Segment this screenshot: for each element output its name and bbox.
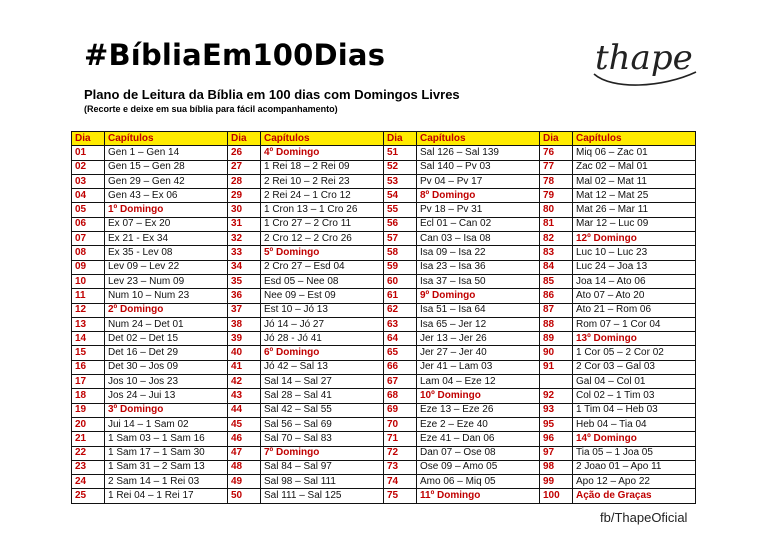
chapter-range: Tia 05 – 1 Joa 05 [573,446,696,460]
chapter-range: Eze 2 – Eze 40 [417,417,540,431]
day-number: 19 [72,403,105,417]
chapter-range: Sal 42 – Sal 55 [261,403,384,417]
table-header-row [72,132,696,146]
chapter-range: Ex 21 - Ex 34 [105,232,228,246]
day-number: 91 [540,360,573,374]
day-number: 67 [384,375,417,389]
chapter-range: Gen 1 – Gen 14 [105,146,228,160]
day-number: 97 [540,446,573,460]
chapter-range: Mal 02 – Mat 11 [573,174,696,188]
table-row [72,389,696,403]
reading-plan-table [71,131,696,504]
day-number: 62 [384,303,417,317]
day-number: 48 [228,460,261,474]
chapter-range: 2 Cro 27 – Esd 04 [261,260,384,274]
table-body [72,146,696,503]
day-number: 59 [384,260,417,274]
day-number: 20 [72,417,105,431]
chapter-range: Ex 07 – Ex 20 [105,217,228,231]
chapter-range: Sal 140 – Pv 03 [417,160,540,174]
day-number: 06 [72,217,105,231]
chapter-range: Gal 04 – Col 01 [573,375,696,389]
day-number: 08 [72,246,105,260]
chapter-range: Lam 04 – Eze 12 [417,375,540,389]
day-number: 75 [384,489,417,503]
day-number: 23 [72,460,105,474]
day-number: 17 [72,375,105,389]
chapter-range: Apo 12 – Apo 22 [573,475,696,489]
chapter-range: 1 Cro 27 – 2 Cro 11 [261,217,384,231]
day-number: 36 [228,289,261,303]
chapter-range: Ose 09 – Amo 05 [417,460,540,474]
chapter-range: Amo 06 – Miq 05 [417,475,540,489]
day-number: 60 [384,274,417,288]
chapter-range: Luc 10 – Luc 23 [573,246,696,260]
column-header-day: Dia [72,132,105,146]
chapter-range: Pv 18 – Pv 31 [417,203,540,217]
day-number: 96 [540,432,573,446]
chapter-range: Ato 21 – Rom 06 [573,303,696,317]
day-number: 89 [540,332,573,346]
table-row [72,489,696,503]
day-number: 93 [540,403,573,417]
chapter-range: Isa 51 – Isa 64 [417,303,540,317]
column-header-chapters: Capítulos [261,132,384,146]
facebook-page-label: fb/ThapeOficial [600,510,688,525]
chapter-range: Col 02 – 1 Tim 03 [573,389,696,403]
table-row [72,475,696,489]
day-number: 53 [384,174,417,188]
day-number: 81 [540,217,573,231]
table-row [72,303,696,317]
chapter-range: Sal 126 – Sal 139 [417,146,540,160]
chapter-range: Jer 27 – Jer 40 [417,346,540,360]
day-number: 18 [72,389,105,403]
table-row [72,160,696,174]
table-row [72,417,696,431]
day-number: 92 [540,389,573,403]
table-row [72,460,696,474]
day-number: 88 [540,317,573,331]
day-number [540,375,573,389]
day-number: 52 [384,160,417,174]
chapter-range: Ato 07 – Ato 20 [573,289,696,303]
chapter-range: Gen 43 – Ex 06 [105,189,228,203]
table-row [72,217,696,231]
day-number: 76 [540,146,573,160]
day-number: 15 [72,346,105,360]
day-number: 72 [384,446,417,460]
chapter-range: Sal 98 – Sal 111 [261,475,384,489]
chapter-range: Eze 41 – Dan 06 [417,432,540,446]
column-header-day: Dia [540,132,573,146]
day-number: 54 [384,189,417,203]
table-row [72,189,696,203]
free-sunday-cell: 1º Domingo [105,203,228,217]
chapter-range: Isa 23 – Isa 36 [417,260,540,274]
day-number: 44 [228,403,261,417]
day-number: 50 [228,489,261,503]
chapter-range: Can 03 – Isa 08 [417,232,540,246]
day-number: 02 [72,160,105,174]
free-sunday-cell: Ação de Graças [573,489,696,503]
column-header-chapters: Capítulos [105,132,228,146]
chapter-range: Sal 56 – Sal 69 [261,417,384,431]
free-sunday-cell: 9º Domingo [417,289,540,303]
chapter-range: 1 Cor 05 – 2 Cor 02 [573,346,696,360]
day-number: 63 [384,317,417,331]
day-number: 90 [540,346,573,360]
chapter-range: Isa 37 – Isa 50 [417,274,540,288]
column-header-day: Dia [384,132,417,146]
table-row [72,360,696,374]
free-sunday-cell: 6º Domingo [261,346,384,360]
chapter-range: Lev 09 – Lev 22 [105,260,228,274]
table-row [72,274,696,288]
day-number: 40 [228,346,261,360]
day-number: 80 [540,203,573,217]
day-number: 86 [540,289,573,303]
chapter-range: Miq 06 – Zac 01 [573,146,696,160]
column-header-chapters: Capítulos [573,132,696,146]
day-number: 28 [228,174,261,188]
day-number: 22 [72,446,105,460]
table-row [72,174,696,188]
day-number: 49 [228,475,261,489]
chapter-range: Mat 26 – Mar 11 [573,203,696,217]
free-sunday-cell: 11º Domingo [417,489,540,503]
table-row [72,146,696,160]
day-number: 71 [384,432,417,446]
table-row [72,346,696,360]
day-number: 38 [228,317,261,331]
thape-logo-swash [592,68,700,90]
day-number: 29 [228,189,261,203]
day-number: 24 [72,475,105,489]
chapter-range: Joa 14 – Ato 06 [573,274,696,288]
chapter-range: Jó 14 – Jó 27 [261,317,384,331]
day-number: 43 [228,389,261,403]
table-row [72,260,696,274]
chapter-range: Heb 04 – Tia 04 [573,417,696,431]
chapter-range: Eze 13 – Eze 26 [417,403,540,417]
chapter-range: Jos 24 – Jui 13 [105,389,228,403]
chapter-range: Ecl 01 – Can 02 [417,217,540,231]
day-number: 70 [384,417,417,431]
chapter-range: Lev 23 – Num 09 [105,274,228,288]
table-row [72,403,696,417]
chapter-range: Gen 29 – Gen 42 [105,174,228,188]
table-row [72,246,696,260]
day-number: 13 [72,317,105,331]
chapter-range: 2 Joao 01 – Apo 11 [573,460,696,474]
day-number: 68 [384,389,417,403]
chapter-range: 2 Rei 24 – 1 Cro 12 [261,189,384,203]
day-number: 12 [72,303,105,317]
day-number: 61 [384,289,417,303]
table-row [72,446,696,460]
chapter-range: Jó 42 – Sal 13 [261,360,384,374]
chapter-range: 1 Rei 18 – 2 Rei 09 [261,160,384,174]
chapter-range: Num 24 – Det 01 [105,317,228,331]
day-number: 21 [72,432,105,446]
chapter-range: Luc 24 – Joa 13 [573,260,696,274]
chapter-range: Det 02 – Det 15 [105,332,228,346]
day-number: 74 [384,475,417,489]
day-number: 27 [228,160,261,174]
chapter-range: Sal 70 – Sal 83 [261,432,384,446]
day-number: 82 [540,232,573,246]
day-number: 39 [228,332,261,346]
thape-logo: thape [595,38,693,78]
day-number: 69 [384,403,417,417]
chapter-range: Mar 12 – Luc 09 [573,217,696,231]
day-number: 25 [72,489,105,503]
day-number: 30 [228,203,261,217]
day-number: 87 [540,303,573,317]
day-number: 64 [384,332,417,346]
day-number: 73 [384,460,417,474]
free-sunday-cell: 4º Domingo [261,146,384,160]
chapter-range: Jer 13 – Jer 26 [417,332,540,346]
table-row [72,232,696,246]
day-number: 46 [228,432,261,446]
day-number: 16 [72,360,105,374]
day-number: 01 [72,146,105,160]
chapter-range: Mat 12 – Mat 25 [573,189,696,203]
free-sunday-cell: 2º Domingo [105,303,228,317]
day-number: 66 [384,360,417,374]
day-number: 37 [228,303,261,317]
chapter-range: 2 Cor 03 – Gal 03 [573,360,696,374]
chapter-range: Jui 14 – 1 Sam 02 [105,417,228,431]
day-number: 09 [72,260,105,274]
chapter-range: Gen 15 – Gen 28 [105,160,228,174]
day-number: 31 [228,217,261,231]
day-number: 26 [228,146,261,160]
day-number: 11 [72,289,105,303]
free-sunday-cell: 13º Domingo [573,332,696,346]
chapter-range: Isa 09 – Isa 22 [417,246,540,260]
day-number: 34 [228,260,261,274]
table-row [72,289,696,303]
day-number: 85 [540,274,573,288]
chapter-range: Est 10 – Jó 13 [261,303,384,317]
free-sunday-cell: 10º Domingo [417,389,540,403]
chapter-range: Det 30 – Jos 09 [105,360,228,374]
day-number: 57 [384,232,417,246]
chapter-range: Nee 09 – Est 09 [261,289,384,303]
day-number: 77 [540,160,573,174]
day-number: 41 [228,360,261,374]
day-number: 84 [540,260,573,274]
chapter-range: 2 Cro 12 – 2 Cro 26 [261,232,384,246]
day-number: 95 [540,417,573,431]
chapter-range: 1 Tim 04 – Heb 03 [573,403,696,417]
day-number: 33 [228,246,261,260]
chapter-range: Zac 02 – Mal 01 [573,160,696,174]
chapter-range: Jer 41 – Lam 03 [417,360,540,374]
chapter-range: 2 Rei 10 – 2 Rei 23 [261,174,384,188]
day-number: 14 [72,332,105,346]
chapter-range: Sal 84 – Sal 97 [261,460,384,474]
free-sunday-cell: 5º Domingo [261,246,384,260]
day-number: 98 [540,460,573,474]
table-row [72,203,696,217]
free-sunday-cell: 12º Domingo [573,232,696,246]
chapter-range: 1 Rei 04 – 1 Rei 17 [105,489,228,503]
free-sunday-cell: 3º Domingo [105,403,228,417]
chapter-range: Ex 35 - Lev 08 [105,246,228,260]
chapter-range: 1 Sam 03 – 1 Sam 16 [105,432,228,446]
day-number: 99 [540,475,573,489]
day-number: 03 [72,174,105,188]
chapter-range: 1 Sam 31 – 2 Sam 13 [105,460,228,474]
chapter-range: Sal 111 – Sal 125 [261,489,384,503]
chapter-range: Isa 65 – Jer 12 [417,317,540,331]
chapter-range: Esd 05 – Nee 08 [261,274,384,288]
chapter-range: Jos 10 – Jos 23 [105,375,228,389]
day-number: 100 [540,489,573,503]
day-number: 32 [228,232,261,246]
day-number: 47 [228,446,261,460]
day-number: 07 [72,232,105,246]
day-number: 10 [72,274,105,288]
chapter-range: Sal 14 – Sal 27 [261,375,384,389]
column-header-day: Dia [228,132,261,146]
day-number: 79 [540,189,573,203]
chapter-range: Dan 07 – Ose 08 [417,446,540,460]
free-sunday-cell: 7º Domingo [261,446,384,460]
day-number: 78 [540,174,573,188]
chapter-range: Rom 07 – 1 Cor 04 [573,317,696,331]
page-subtitle: Plano de Leitura da Bíblia em 100 dias com Domingos Livres [84,87,460,102]
day-number: 35 [228,274,261,288]
day-number: 05 [72,203,105,217]
chapter-range: 2 Sam 14 – 1 Rei 03 [105,475,228,489]
chapter-range: 1 Sam 17 – 1 Sam 30 [105,446,228,460]
page-note: (Recorte e deixe em sua bíblia para fácil acompanhamento) [84,104,338,114]
day-number: 83 [540,246,573,260]
day-number: 04 [72,189,105,203]
page-title: #BíbliaEm100Dias [84,38,386,72]
free-sunday-cell: 8º Domingo [417,189,540,203]
column-header-chapters: Capítulos [417,132,540,146]
day-number: 55 [384,203,417,217]
table-row [72,317,696,331]
day-number: 45 [228,417,261,431]
day-number: 58 [384,246,417,260]
free-sunday-cell: 14º Domingo [573,432,696,446]
chapter-range: Pv 04 – Pv 17 [417,174,540,188]
day-number: 51 [384,146,417,160]
chapter-range: Num 10 – Num 23 [105,289,228,303]
day-number: 65 [384,346,417,360]
chapter-range: Jó 28 - Jó 41 [261,332,384,346]
chapter-range: 1 Cron 13 – 1 Cro 26 [261,203,384,217]
day-number: 56 [384,217,417,231]
chapter-range: Det 16 – Det 29 [105,346,228,360]
chapter-range: Sal 28 – Sal 41 [261,389,384,403]
table-row [72,332,696,346]
table-row [72,432,696,446]
day-number: 42 [228,375,261,389]
table-row [72,375,696,389]
